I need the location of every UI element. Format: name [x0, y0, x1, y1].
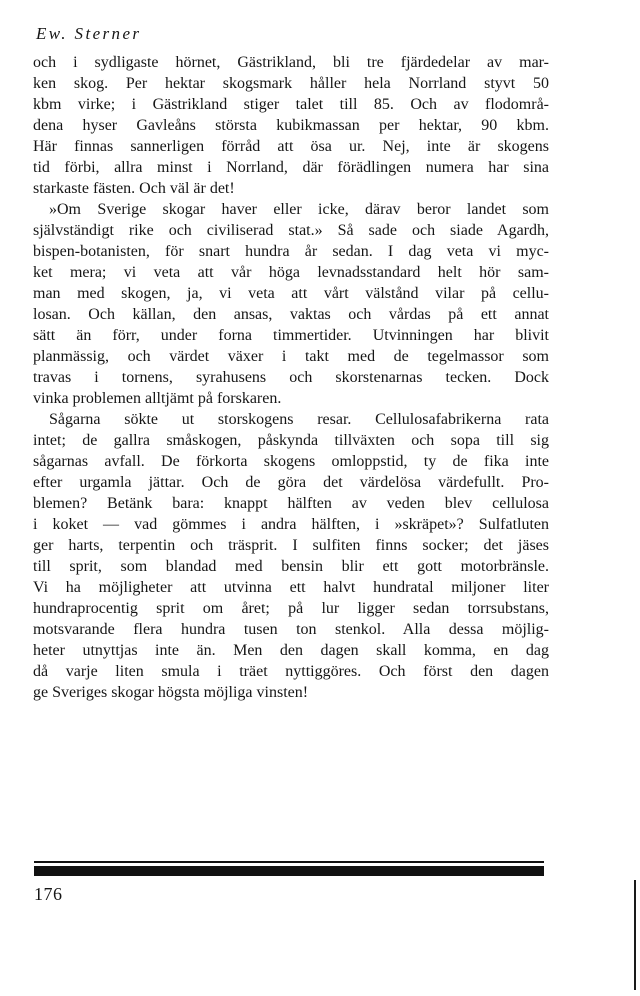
- text-line: Här finnas sannerligen förråd att ösa ur. Nej, inte är skogens: [33, 138, 549, 155]
- text-line: till sprit, som blandad med bensin blir ett gott motorbränsle.: [33, 558, 549, 575]
- text-line: travas i tornens, syrahusens och skorstenarnas tecken. Dock: [33, 369, 549, 386]
- text-line: kbm virke; i Gästrikland stiger talet till 85. Och av flodområ-: [33, 96, 549, 113]
- text-line: bispen-botanisten, för snart hundra år sedan. I dag veta vi myc-: [33, 243, 549, 260]
- text-line: ge Sveriges skogar högsta möjliga vinsten!: [33, 684, 309, 701]
- text-line: motsvarande flera hundra tusen ton stenkol. Alla dessa möjlig-: [33, 621, 549, 638]
- footer-rule-heavy: [34, 866, 544, 876]
- text-line: ket mera; vi veta att vår höga levnadsstandard helt hör sam-: [33, 264, 549, 281]
- text-line: tid förbi, allra minst i Norrland, där förädlingen numera har sina: [33, 159, 549, 176]
- page-edge-mark: [634, 880, 636, 990]
- text-line: då varje liten smula i träet nyttiggöres. Och först den dagen: [33, 663, 549, 680]
- text-line: och i sydligaste hörnet, Gästrikland, bli tre fjärdedelar av mar-: [33, 54, 549, 71]
- text-line: i koket — vad gömmes i andra hälften, i »skräpet»? Sulfatluten: [33, 516, 549, 533]
- text-line: intet; de gallra småskogen, påskynda tillväxten och sopa till sig: [33, 432, 549, 449]
- text-line: Sågarna sökte ut storskogens resar. Cellulosafabrikerna rata: [49, 411, 549, 428]
- text-line: blemen? Betänk bara: knappt hälften av veden blev cellulosa: [33, 495, 549, 512]
- text-line: efter urgamla jättar. Och de göra det värdelösa värdefullt. Pro-: [33, 474, 549, 491]
- text-line: ger harts, terpentin och träsprit. I sulfiten finns socker; det jäses: [33, 537, 549, 554]
- text-line: planmässig, och värdet växer i takt med de tegelmassor som: [33, 348, 549, 365]
- footer-rule-thin: [34, 861, 544, 863]
- text-line: man med skogen, ja, vi veta att vårt välstånd vilar på cellu-: [33, 285, 549, 302]
- text-line: sätt än förr, under forna timmertider. Utvinningen har blivit: [33, 327, 549, 344]
- running-head: Ew. Sterner: [36, 24, 142, 43]
- page-number: 176: [34, 884, 63, 904]
- text-line: Vi ha möjligheter att utvinna ett halvt hundratal miljoner liter: [33, 579, 549, 596]
- text-line: dena hyser Gavleåns största kubikmassan per hektar, 90 kbm.: [33, 117, 549, 134]
- text-line: heter utnyttjas inte än. Men den dagen skall komma, en dag: [33, 642, 549, 659]
- text-line: ken skog. Per hektar skogsmark håller hela Norrland styvt 50: [33, 75, 549, 92]
- body-text: [33, 52, 549, 703]
- text-line: vinka problemen alltjämt på forskaren.: [33, 390, 282, 407]
- text-line: hundraprocentig sprit om året; på lur ligger sedan torrsubstans,: [33, 600, 549, 617]
- text-line: sågarnas avfall. De förkorta skogens omloppstid, ty de fika inte: [33, 453, 549, 470]
- text-line: starkaste fästen. Och väl är det!: [33, 180, 235, 197]
- text-line: »Om Sverige skogar haver eller icke, därav beror landet som: [49, 201, 549, 218]
- text-line: losan. Och källan, den ansas, vaktas och vårdas på ett annat: [33, 306, 549, 323]
- text-line: självständigt rike och civiliserad stat.» Så sade och siade Agardh,: [33, 222, 549, 239]
